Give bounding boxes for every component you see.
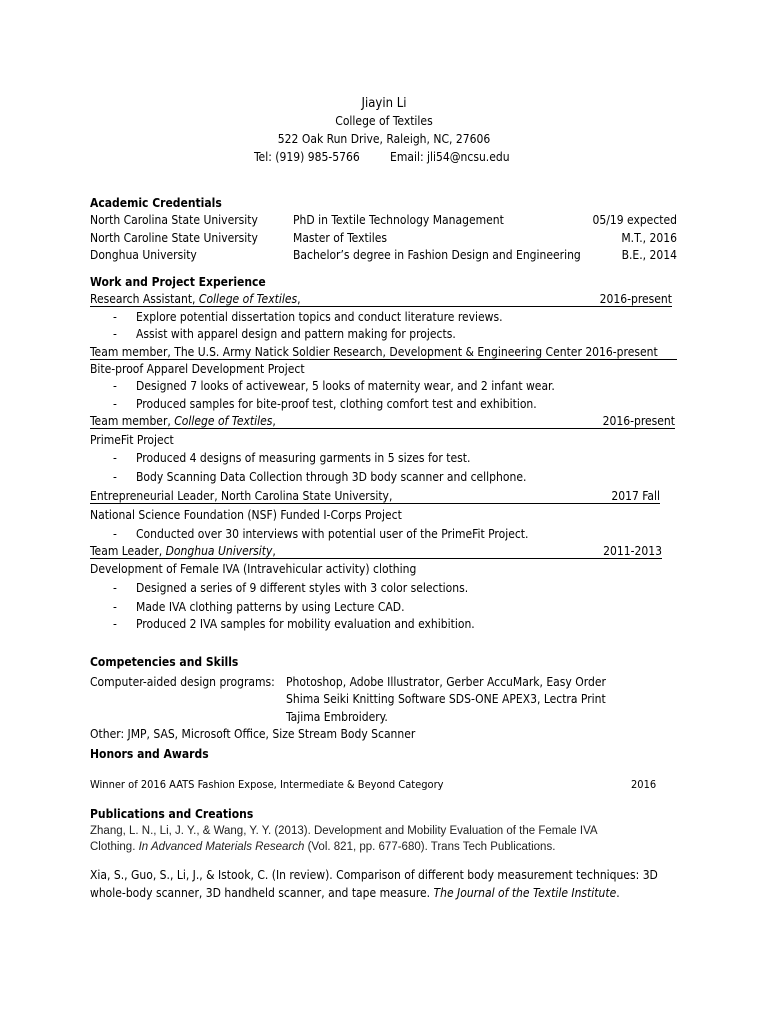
address: 522 Oak Run Drive, Raleigh, NC, 27606 [277, 132, 491, 146]
bullet-text: Produced 2 IVA samples for mobility evaluation and exhibition. [136, 617, 475, 631]
bullet-dash: - [113, 310, 117, 324]
bullet-dash: - [113, 600, 117, 614]
position-title: Team member, [90, 414, 175, 428]
position-research-assistant [90, 292, 672, 307]
bullet-text: Explore potential dissertation topics and conduct literature reviews. [136, 310, 503, 324]
honors-heading: Honors and Awards [90, 747, 209, 761]
project-title: Development of Female IVA (Intravehicular activity) clothing [90, 562, 417, 576]
position-title: Entrepreneurial Leader, North Carolina State University, [90, 489, 393, 503]
bullet-dash: - [113, 581, 117, 595]
publication-1-line-1: Zhang, L. N., Li, J. Y., & Wang, Y. Y. (2013). Development and Mobility Evaluation of the Female IVA [90, 825, 598, 837]
position-date: 2016-present [602, 414, 675, 428]
academic-school: North Carolina State University [90, 213, 258, 227]
position-org: College of Textiles [198, 292, 298, 306]
position-suffix: , [297, 292, 301, 306]
position-date: 2016-present [599, 292, 672, 306]
pub-journal: The Journal of the Textile Institute [433, 886, 617, 900]
academic-school: North Caroline State University [90, 231, 258, 245]
bullet-text: Assist with apparel design and pattern making for projects. [136, 327, 456, 341]
award-text: Winner of 2016 AATS Fashion Expose, Intermediate & Beyond Category [90, 778, 444, 791]
resume-name: Jiayin Li [361, 96, 407, 111]
award-year: 2016 [631, 778, 657, 791]
position-title: Research Assistant, [90, 292, 199, 306]
bullet-text: Designed a series of 9 different styles with 3 color selections. [136, 581, 469, 595]
bullet-dash: - [113, 470, 117, 484]
department: College of Textiles [335, 114, 433, 128]
bullet-text: Produced 4 designs of measuring garments in 5 sizes for test. [136, 451, 471, 465]
work-heading: Work and Project Experience [90, 275, 266, 289]
project-title: Bite-proof Apparel Development Project [90, 362, 305, 376]
publication-2-line-2 [90, 886, 620, 901]
phone: Tel: (919) 985-5766 [254, 150, 360, 164]
publications-heading: Publications and Creations [90, 807, 254, 821]
bullet-text: Made IVA clothing patterns by using Lecture CAD. [136, 600, 405, 614]
position-date: 2011-2013 [603, 544, 662, 558]
academic-heading: Academic Credentials [90, 196, 222, 210]
pub-text: Clothing. [90, 841, 139, 853]
position-title: Team Leader, [90, 544, 166, 558]
academic-school: Donghua University [90, 248, 197, 262]
position-army-team-member: Team member, The U.S. Army Natick Soldier Research, Development & Engineering Center 2016-present [90, 345, 677, 360]
cad-line: Tajima Embroidery. [286, 710, 388, 724]
pub-text: (Vol. 821, pp. 677-680). Trans Tech Publications. [304, 841, 556, 853]
publication-2-line-1: Xia, S., Guo, S., Li, J., & Istook, C. (In review). Comparison of different body measurement techniques: 3D [90, 868, 658, 882]
project-title: National Science Foundation (NSF) Funded I-Corps Project [90, 508, 402, 522]
other-skills: Other: JMP, SAS, Microsoft Office, Size Stream Body Scanner [90, 727, 416, 741]
academic-degree: Master of Textiles [293, 231, 387, 245]
academic-degree: PhD in Textile Technology Management [293, 213, 504, 227]
position-team-member [90, 414, 675, 429]
publication-1-line-2 [90, 840, 555, 855]
academic-date: M.T., 2016 [621, 231, 677, 245]
academic-degree: Bachelor’s degree in Fashion Design and Engineering [293, 248, 581, 262]
bullet-dash: - [113, 397, 117, 411]
position-entrepreneurial-leader [90, 489, 660, 504]
academic-date: 05/19 expected [592, 213, 677, 227]
bullet-text: Body Scanning Data Collection through 3D body scanner and cellphone. [136, 470, 527, 484]
bullet-text: Designed 7 looks of activewear, 5 looks of maternity wear, and 2 infant wear. [136, 379, 555, 393]
bullet-dash: - [113, 327, 117, 341]
bullet-dash: - [113, 451, 117, 465]
project-title: PrimeFit Project [90, 433, 174, 447]
email[interactable]: Email: jli54@ncsu.edu [390, 150, 510, 164]
bullet-dash: - [113, 527, 117, 541]
position-team-leader [90, 544, 662, 559]
pub-text: . [616, 886, 620, 900]
position-org: Donghua University [165, 544, 273, 558]
bullet-dash: - [113, 379, 117, 393]
cad-line: Photoshop, Adobe Illustrator, Gerber AccuMark, Easy Order [286, 675, 606, 689]
cad-label: Computer-aided design programs: [90, 675, 275, 689]
position-suffix: , [272, 414, 276, 428]
position-date: 2017 Fall [611, 489, 660, 503]
pub-text: whole-body scanner, 3D handheld scanner, and tape measure. [90, 886, 434, 900]
position-org: College of Textiles [174, 414, 273, 428]
cad-line: Shima Seiki Knitting Software SDS-ONE APEX3, Lectra Print [286, 692, 606, 706]
skills-heading: Competencies and Skills [90, 655, 239, 669]
position-suffix: , [272, 544, 276, 558]
bullet-text: Produced samples for bite-proof test, clothing comfort test and exhibition. [136, 397, 537, 411]
bullet-dash: - [113, 617, 117, 631]
pub-journal: In Advanced Materials Research [138, 841, 305, 853]
bullet-text: Conducted over 30 interviews with potential user of the PrimeFit Project. [136, 527, 529, 541]
academic-date: B.E., 2014 [621, 248, 677, 262]
